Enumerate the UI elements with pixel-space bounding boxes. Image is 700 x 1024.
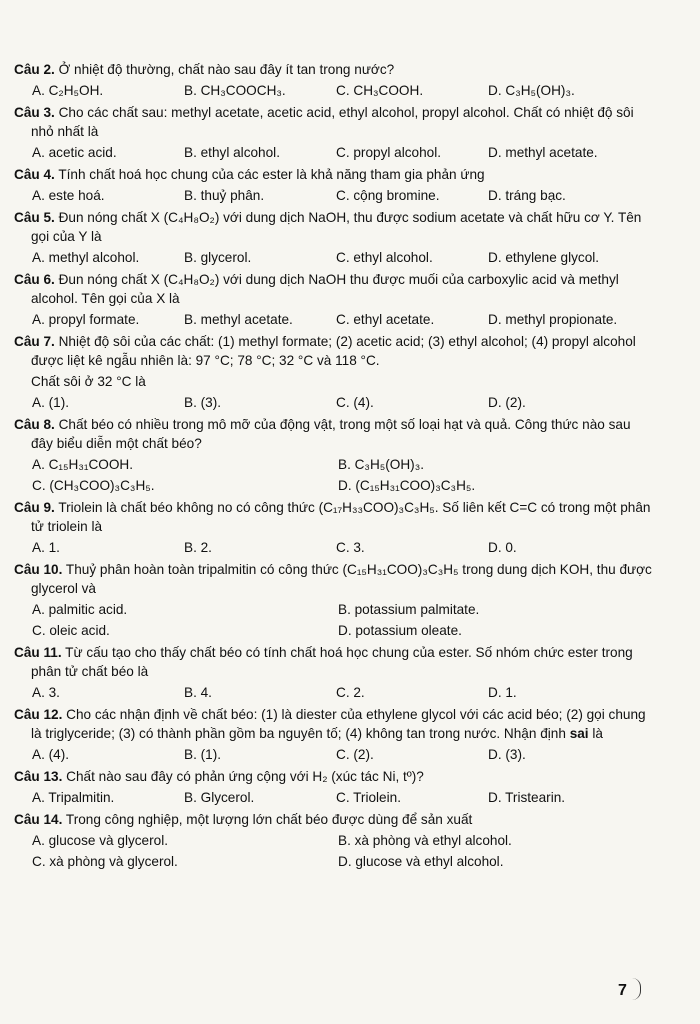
option-b: B. (3). xyxy=(184,395,222,410)
question-text: Trong công nghiệp, một lượng lớn chất béo được dùng để sản xuất xyxy=(65,812,473,827)
question-text: Tính chất hoá học chung của các ester là khả năng tham gia phản ứng xyxy=(58,167,485,182)
question-7 xyxy=(14,332,654,412)
question-number: Câu 11. xyxy=(14,645,62,660)
option-c: C. propyl alcohol. xyxy=(336,145,442,160)
option-b: B. 2. xyxy=(184,540,212,555)
question-2 xyxy=(14,60,654,100)
option-a: A. 3. xyxy=(32,685,60,700)
question-text: Cho các chất sau: methyl acetate, acetic acid, ethyl alcohol, propyl alcohol. Chất có nhiệt độ sôi nhỏ nhất là xyxy=(31,105,634,139)
question-4 xyxy=(14,165,654,205)
option-c: C. (2). xyxy=(336,747,374,762)
question-3 xyxy=(14,103,654,162)
options xyxy=(14,143,654,162)
option-a: A. 1. xyxy=(32,540,60,555)
question-number: Câu 10. xyxy=(14,562,63,577)
options xyxy=(14,186,654,205)
option-c: C. 3. xyxy=(336,540,365,555)
question-number: Câu 9. xyxy=(14,500,55,515)
question-number: Câu 14. xyxy=(14,812,63,827)
option-d: D. Tristearin. xyxy=(488,790,566,805)
question-text: Ở nhiệt độ thường, chất nào sau đây ít tan trong nước? xyxy=(58,62,395,77)
question-text-end: là xyxy=(588,726,603,741)
question-text: Đun nóng chất X (C₄H₈O₂) với dung dịch NaOH thu được muối của carboxylic acid và methyl alcohol. Tên gọi của X là xyxy=(31,272,619,306)
options xyxy=(14,683,654,702)
option-c: C. (CH₃COO)₃C₃H₅. xyxy=(32,478,155,493)
question-number: Câu 13. xyxy=(14,769,63,784)
options xyxy=(14,393,654,412)
option-b: B. xà phòng và ethyl alcohol. xyxy=(338,833,512,848)
question-5 xyxy=(14,208,654,267)
question-list xyxy=(14,60,654,874)
question-6 xyxy=(14,270,654,329)
question-9 xyxy=(14,498,654,557)
option-d: D. glucose và ethyl alcohol. xyxy=(338,854,504,869)
options xyxy=(14,81,654,100)
option-a: A. palmitic acid. xyxy=(32,602,128,617)
question-12 xyxy=(14,705,654,764)
page-number-bracket xyxy=(632,978,641,1000)
options xyxy=(14,831,654,871)
option-a: A. propyl formate. xyxy=(32,312,140,327)
question-11 xyxy=(14,643,654,702)
option-b: B. ethyl alcohol. xyxy=(184,145,280,160)
question-number: Câu 7. xyxy=(14,334,55,349)
option-a: A. Tripalmitin. xyxy=(32,790,115,805)
option-d: D. 0. xyxy=(488,540,517,555)
question-10 xyxy=(14,560,654,640)
option-a: A. (4). xyxy=(32,747,70,762)
option-a: A. C₁₅H₃₁COOH. xyxy=(32,457,133,472)
question-number: Câu 4. xyxy=(14,167,55,182)
question-number: Câu 6. xyxy=(14,272,55,287)
question-number: Câu 3. xyxy=(14,105,55,120)
option-b: B. thuỷ phân. xyxy=(184,188,265,203)
option-c: C. ethyl alcohol. xyxy=(336,250,433,265)
option-d: D. C₃H₅(OH)₃. xyxy=(488,83,575,98)
option-d: D. methyl acetate. xyxy=(488,145,598,160)
question-number: Câu 2. xyxy=(14,62,55,77)
option-b: B. Glycerol. xyxy=(184,790,255,805)
question-number: Câu 8. xyxy=(14,417,55,432)
option-c: C. 2. xyxy=(336,685,365,700)
option-a: A. este hoá. xyxy=(32,188,105,203)
option-c: C. (4). xyxy=(336,395,374,410)
option-d: D. (C₁₅H₃₁COO)₃C₃H₅. xyxy=(338,478,476,493)
option-a: A. glucose và glycerol. xyxy=(32,833,169,848)
option-a: A. acetic acid. xyxy=(32,145,117,160)
question-extra: Chất sôi ở 32 °C là xyxy=(31,374,146,389)
option-a: A. C₂H₅OH. xyxy=(32,83,104,98)
question-13 xyxy=(14,767,654,807)
option-c: C. cộng bromine. xyxy=(336,188,440,203)
option-d: D. methyl propionate. xyxy=(488,312,618,327)
option-b: B. potassium palmitate. xyxy=(338,602,480,617)
option-d: D. potassium oleate. xyxy=(338,623,462,638)
question-text: Chất béo có nhiều trong mô mỡ của động vật, trong một số loại hạt và quả. Công thức nào sau đây biểu diễn một chất béo? xyxy=(31,417,631,451)
option-b: B. glycerol. xyxy=(184,250,252,265)
question-text: Cho các nhận định về chất béo: (1) là diester của ethylene glycol với các acid béo; (2) gọi chung là triglyceride; (3) có thành phần gồm ba nguyên tố; (4) không tan trong nước. Nhận định xyxy=(31,707,646,741)
option-d: D. ethylene glycol. xyxy=(488,250,600,265)
options xyxy=(14,538,654,557)
question-text: Chất nào sau đây có phản ứng cộng với H₂ (xúc tác Ni, tº)? xyxy=(66,769,424,784)
option-b: B. methyl acetate. xyxy=(184,312,293,327)
option-c: C. CH₃COOH. xyxy=(336,83,424,98)
options xyxy=(14,600,654,640)
options xyxy=(14,310,654,329)
option-b: B. (1). xyxy=(184,747,222,762)
emphasis-word: sai xyxy=(569,726,589,741)
option-b: B. C₃H₅(OH)₃. xyxy=(338,457,425,472)
options xyxy=(14,455,654,495)
option-d: D. (2). xyxy=(488,395,526,410)
option-c: C. Triolein. xyxy=(336,790,401,805)
question-text: Nhiệt độ sôi của các chất: (1) methyl formate; (2) acetic acid; (3) ethyl alcohol; (4) propyl alcohol được liệt kê ngẫu nhiên là: 97 °C; 78 °C; 32 °C và 118 °C. xyxy=(31,334,636,368)
question-8 xyxy=(14,415,654,495)
option-b: B. 4. xyxy=(184,685,212,700)
question-text: Triolein là chất béo không no có công thức (C₁₇H₃₃COO)₃C₃H₅. Số liên kết C=C có trong một phân tử triolein là xyxy=(31,500,651,534)
question-text: Từ cấu tạo cho thấy chất béo có tính chất hoá học chung của ester. Số nhóm chức ester trong phân tử chất béo là xyxy=(31,645,633,679)
question-number: Câu 12. xyxy=(14,707,63,722)
question-text: Đun nóng chất X (C₄H₈O₂) với dung dịch NaOH, thu được sodium acetate và chất hữu cơ Y. Tên gọi của Y là xyxy=(31,210,642,244)
options xyxy=(14,745,654,764)
option-d: D. 1. xyxy=(488,685,517,700)
option-c: C. oleic acid. xyxy=(32,623,110,638)
option-c: C. xà phòng và glycerol. xyxy=(32,854,178,869)
option-b: B. CH₃COOCH₃. xyxy=(184,83,286,98)
options xyxy=(14,788,654,807)
option-d: D. (3). xyxy=(488,747,526,762)
page-number: 7 xyxy=(618,982,627,999)
option-c: C. ethyl acetate. xyxy=(336,312,435,327)
question-text: Thuỷ phân hoàn toàn tripalmitin có công thức (C₁₅H₃₁COO)₃C₃H₅ trong dung dịch KOH, thu được glycerol và xyxy=(31,562,652,596)
options xyxy=(14,248,654,267)
question-number: Câu 5. xyxy=(14,210,55,225)
option-a: A. methyl alcohol. xyxy=(32,250,140,265)
question-14 xyxy=(14,810,654,871)
option-d: D. tráng bạc. xyxy=(488,188,566,203)
option-a: A. (1). xyxy=(32,395,70,410)
